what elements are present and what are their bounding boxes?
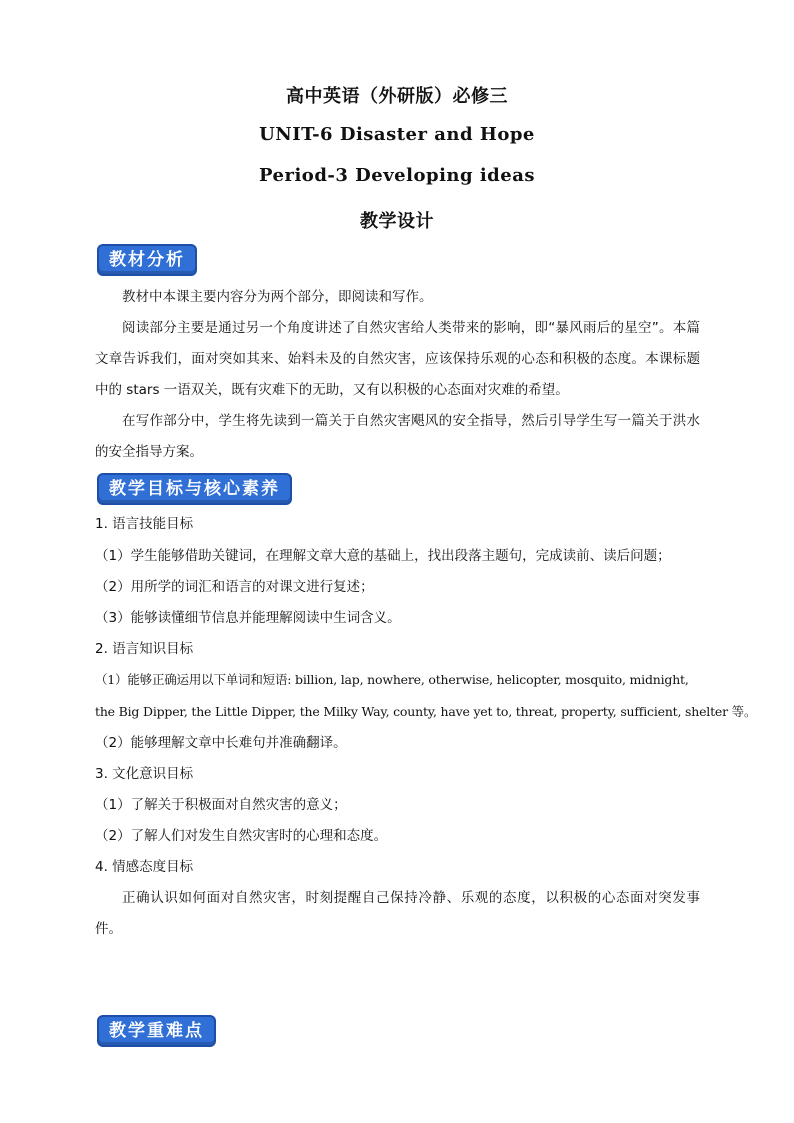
material-paragraph-1: 教材中本课主要内容分为两个部分，即阅读和写作。 xyxy=(122,289,433,305)
material-paragraph-3: 在写作部分中，学生将先读到一篇关于自然灾害飓风的安全指导，然后引导学生写一篇关于洪水的安全指导方案。 xyxy=(95,413,700,460)
design-title: 教学设计 xyxy=(360,211,434,232)
vocabulary-line-2: the Big Dipper, the Little Dipper, the Milky Way, county, have yet to, threat, property, sufficient, shelter 等。 xyxy=(95,704,757,719)
objective-item: （3）能够读懂细节信息并能理解阅读中生词含义。 xyxy=(95,610,401,626)
section-badge-teaching-objectives: 教学目标与核心素养 xyxy=(97,473,292,505)
material-paragraph-2: 阅读部分主要是通过另一个角度讲述了自然灾害给人类带来的影响，即“暴风雨后的星空”。本篇文章告诉我们，面对突如其来、始料未及的自然灾害，应该保持乐观的心态和积极的态度。本课标题中的 stars 一语双关，既有灾难下的无助，又有以积极的心态面对灾难的希望。 xyxy=(95,320,700,398)
unit-title: UNIT-6 Disaster and Hope xyxy=(259,124,535,145)
document-title: 高中英语（外研版）必修三 xyxy=(286,86,508,107)
section-badge-key-points: 教学重难点 xyxy=(97,1015,216,1047)
objective-item: （2）用所学的词汇和语言的对课文进行复述； xyxy=(95,579,374,595)
objective-item: （1）了解关于积极面对自然灾害的意义； xyxy=(95,797,347,813)
objective-item: （2）了解人们对发生自然灾害时的心理和态度。 xyxy=(95,828,388,844)
section-badge-material-analysis: 教材分析 xyxy=(97,244,197,276)
objective-item: （2）能够理解文章中长难句并准确翻译。 xyxy=(95,735,347,751)
objective-heading-2: 2. 语言知识目标 xyxy=(95,641,194,657)
objective-heading-4: 4. 情感态度目标 xyxy=(95,859,194,875)
vocabulary-line-1: （1）能够正确运用以下单词和短语: billion, lap, nowhere, otherwise, helicopter, mosquito, midnight, xyxy=(95,672,689,687)
emotion-paragraph: 正确认识如何面对自然灾害，时刻提醒自己保持冷静、乐观的态度，以积极的心态面对突发事件。 xyxy=(95,890,700,937)
objective-heading-3: 3. 文化意识目标 xyxy=(95,766,194,782)
objective-item: （1）学生能够借助关键词，在理解文章大意的基础上，找出段落主题句，完成读前、读后问题； xyxy=(95,548,671,564)
objective-heading-1: 1. 语言技能目标 xyxy=(95,516,194,532)
period-title: Period-3 Developing ideas xyxy=(258,165,536,186)
